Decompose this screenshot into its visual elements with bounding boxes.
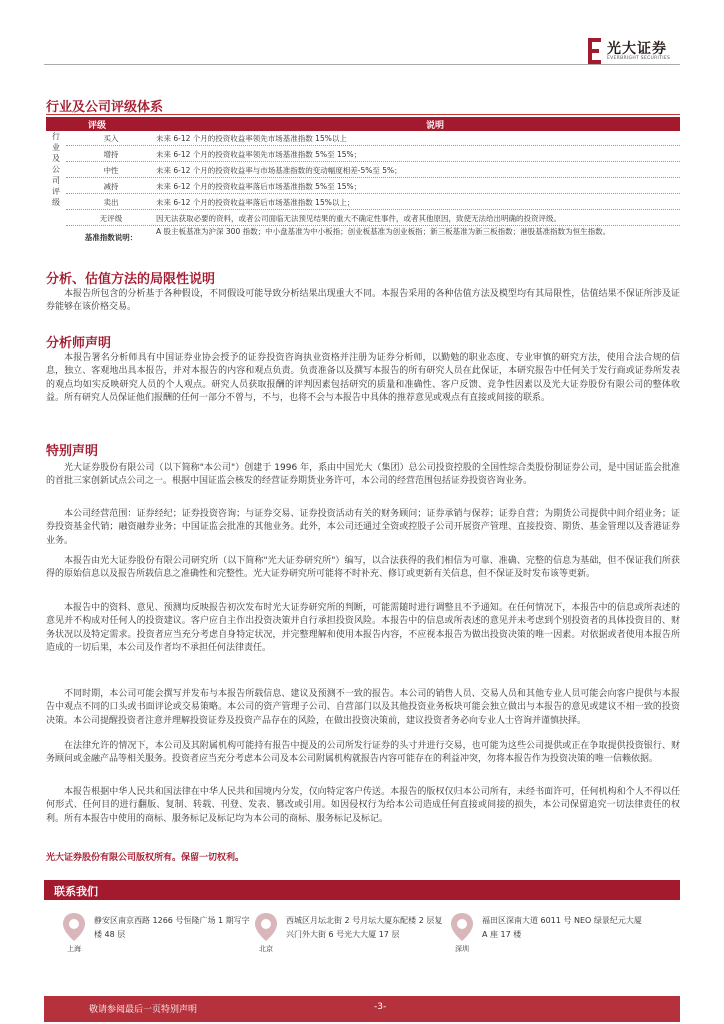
table-row — [66, 147, 680, 162]
rating-label: 无评级 — [99, 214, 123, 223]
limitations-title: 分析、估值方法的局限性说明 — [46, 272, 216, 287]
rating-label: 减持 — [103, 182, 119, 191]
location-pin-icon — [450, 912, 474, 942]
analyst-text: 本报告署名分析师具有中国证券业协会授予的证券投资咨询执业资格并注册为证券分析师，以勤勉的职业态度、专业审慎的研究方法，使用合法合规的信息，独立、客观地出具本报告，并对本报告的内容和观点负责。负责准备以及撰写本报告的所有研究人员在此保证，本研究报告中任何关于发行商或证券所发表的观点均如实反映研究人员的个人观点。研究人员获取报酬的评判因素包括研究的质量和准确性、客户反馈、竞争性因素以及光大证券股份有限公司的整体收益。所有研究人员保证他们报酬的任何一部分不曾与，不与，也将不会与本报告中具体的推荐意见或观点有直接或间接的联系。 — [46, 353, 680, 403]
office-beijing — [250, 912, 450, 962]
brand-subname: EVERBRIGHT SECURITIES — [607, 56, 671, 61]
office-address: 静安区南京西路 1266 号恒隆广场 1 期写字楼 48 层 — [94, 916, 250, 939]
page-number: -3- — [374, 1002, 387, 1012]
rating-table-header — [46, 117, 680, 131]
location-pin-icon — [254, 912, 278, 942]
office-city: 深圳 — [455, 945, 469, 953]
benchmark-label: 基准指数说明： — [84, 233, 138, 242]
office-city: 上海 — [67, 945, 81, 953]
special-para-7: 本报告根据中华人民共和国法律在中华人民共和国境内分发，仅向特定客户传送。本报告的版权仅归本公司所有，未经书面许可，任何机构和个人不得以任何形式、任何目的进行翻版、复制、转载、刊登、发表、篡改或引用。如因侵权行为给本公司造成任何直接或间接的损失，本公司保留追究一切法律责任的权利。所有本报告中使用的商标、服务标记及标记均为本公司的商标、服务标记及标记。 — [46, 787, 680, 824]
limitations-text: 本报告所包含的分析基于各种假设，不同假设可能导致分析结果出现重大不同。本报告采用的各种估值方法及模型均有其局限性，估值结果不保证所涉及证券能够在该价格交易。 — [46, 289, 680, 313]
rating-side-label: 行 业 及 公 司 评 级 — [52, 132, 60, 207]
special-para-6: 在法律允许的情况下，本公司及其附属机构可能持有报告中提及的公司所发行证券的头寸并进行交易，也可能为这些公司提供或正在争取提供投资银行、财务顾问或金融产品等相关服务。投资者应当充分考虑本公司及本公司附属机构就报告内容可能存在的利益冲突，勿将本报告作为投资决策的唯一信赖依据。 — [46, 741, 680, 765]
section-divider — [46, 114, 680, 115]
special-title: 特别声明 — [46, 444, 99, 459]
col-desc: 说明 — [426, 121, 445, 131]
table-row — [66, 179, 680, 194]
col-rating: 评级 — [88, 121, 107, 131]
office-address: 福田区深南大道 6011 号 NEO 绿景纪元大厦 A 座 17 楼 — [482, 916, 642, 939]
contact-title: 联系我们 — [54, 885, 98, 898]
table-row — [66, 131, 680, 146]
rating-desc: 未来 6-12 个月的投资收益率落后市场基准指数 15%以上； — [156, 198, 355, 207]
benchmark-desc: A 股主板基准为沪深 300 指数；中小盘基准为中小板指；创业板基准为创业板指；新三板基准为新三板指数；港股基准指数为恒生指数。 — [156, 227, 611, 236]
table-row — [66, 163, 680, 178]
office-city: 北京 — [259, 945, 273, 953]
special-para-5: 不同时期，本公司可能会撰写并发布与本报告所载信息、建议及预测不一致的报告。本公司的销售人员、交易人员和其他专业人员可能会向客户提供与本报告中观点不同的口头或书面评论或交易策略。本公司的资产管理子公司、自营部门以及其他投资业务板块可能会独立做出与本报告的意见或建议不相一致的投资决策。本公司提醒投资者注意并理解投资证券及投资产品存在的风险，在做出投资决策前，建议投资者务必向专业人士咨询并谨慎抉择。 — [46, 689, 680, 726]
rating-label: 卖出 — [103, 198, 119, 207]
special-para-2: 本公司经营范围：证券经纪；证券投资咨询；与证券交易、证券投资活动有关的财务顾问；证券承销与保荐；证券自营；为期货公司提供中间介绍业务；证券投资基金代销；融资融券业务；中国证监会批准的其他业务。此外，本公司还通过全资或控股子公司开展资产管理、直接投资、期货、基金管理以及香港证券业务。 — [46, 509, 680, 546]
benchmark-row — [66, 224, 680, 250]
rating-desc: 未来 6-12 个月的投资收益率领先市场基准指数 15%以上 — [156, 134, 347, 143]
special-para-3: 本报告由光大证券股份有限公司研究所（以下简称"光大证券研究所"）编写，以合法获得的我们相信为可靠、准确、完整的信息为基础，但不保证我们所获得的原始信息以及报告所载信息之准确性和完整性。光大证券研究所可能将不时补充、修订或更新有关信息，但不保证及时发布该等更新。 — [46, 556, 680, 580]
copyright-notice: 光大证券股份有限公司版权所有。保留一切权利。 — [46, 853, 245, 863]
contact-header — [44, 880, 680, 900]
special-para-4: 本报告中的资料、意见、预测均反映报告初次发布时光大证券研究所的判断，可能需随时进行调整且不予通知。在任何情况下，本报告中的信息或所表述的意见并不构成对任何人的投资建议。客户应自主作出投资决策并自行承担投资风险。本报告中的信息或所表述的意见并未考虑到个别投资者的具体投资目的、财务状况以及特定需求。投资者应当充分考虑自身特定状况，并完整理解和使用本报告内容，不应视本报告为做出投资决策的唯一因素。对依据或者使用本报告所造成的一切后果，本公司及作者均不承担任何法律责任。 — [46, 603, 680, 653]
footer-disclaimer: 敬请参阅最后一页特别声明 — [89, 1005, 198, 1015]
special-para-1: 光大证券股份有限公司（以下简称"本公司"）创建于 1996 年，系由中国光大（集团）总公司投资控股的全国性综合类股份制证券公司，是中国证监会批准的首批三家创新试点公司之一。根据中国证监会核发的经营证券期货业务许可，本公司的经营范围包括证券投资咨询业务。 — [46, 463, 680, 487]
rating-desc: 因无法获取必要的资料，或者公司面临无法预见结果的重大不确定性事件，或者其他原因，致使无法给出明确的投资评级。 — [156, 214, 561, 223]
office-address: 西城区月坛北街 2 号月坛大厦东配楼 2 层复兴门外大街 6 号光大大厦 17 层 — [286, 916, 443, 939]
header-divider — [44, 64, 680, 65]
rating-desc: 未来 6-12 个月的投资收益率落后市场基准指数 5%至 15%； — [156, 182, 362, 191]
table-row — [66, 195, 680, 210]
office-shanghai — [58, 912, 258, 962]
rating-label: 中性 — [103, 166, 119, 175]
rating-desc: 未来 6-12 个月的投资收益率领先市场基准指数 5%至 15%； — [156, 150, 362, 159]
rating-section-title: 行业及公司评级体系 — [46, 100, 164, 115]
location-pin-icon — [62, 912, 86, 942]
rating-desc: 未来 6-12 个月的投资收益率与市场基准指数的变动幅度相差-5%至 5%； — [156, 166, 402, 175]
brand-name: 光大证券 — [607, 41, 667, 57]
analyst-title: 分析师声明 — [46, 336, 112, 351]
rating-label: 买入 — [103, 134, 119, 143]
rating-label: 增持 — [103, 150, 119, 159]
page-footer — [44, 996, 680, 1022]
office-shenzhen — [446, 912, 646, 962]
everbright-logo-icon — [588, 38, 602, 64]
